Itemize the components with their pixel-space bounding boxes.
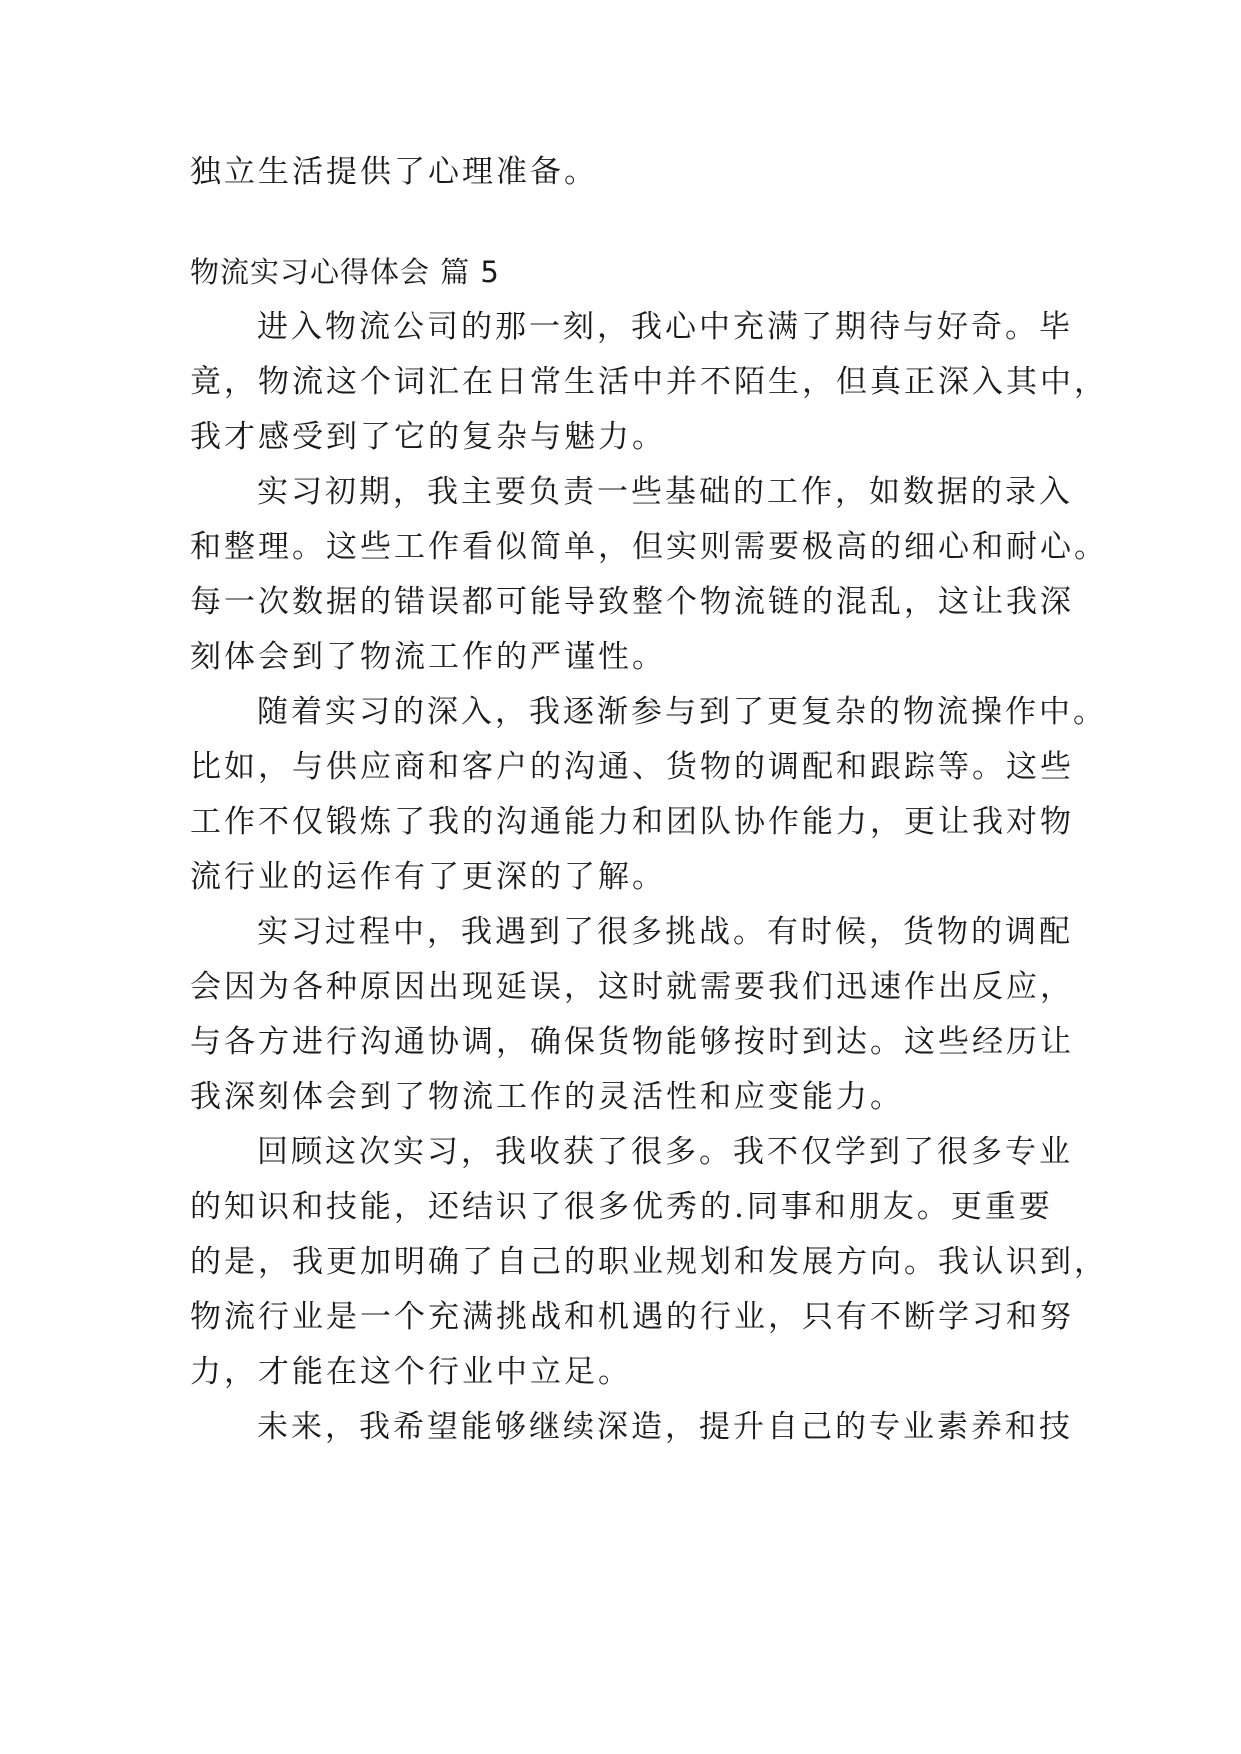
paragraph-line: 与各方进行沟通协调，确保货物能够按时到达。这些经历让 <box>190 1024 1074 1060</box>
paragraph-line: 和整理。这些工作看似简单，但实则需要极高的细心和耐心。 <box>190 529 1108 565</box>
paragraph-line: 流行业的运作有了更深的了解。 <box>190 859 666 895</box>
paragraph-line: 回顾这次实习，我收获了很多。我不仅学到了很多专业 <box>257 1134 1073 1170</box>
section-heading: 物流实习心得体会 篇 5 <box>190 255 500 289</box>
paragraph-line: 的是，我更加明确了自己的职业规划和发展方向。我认识到， <box>190 1244 1108 1280</box>
paragraph-line: 竟，物流这个词汇在日常生活中并不陌生，但真正深入其中， <box>190 364 1108 400</box>
paragraph-line: 进入物流公司的那一刻，我心中充满了期待与好奇。毕 <box>257 309 1073 345</box>
paragraph-line: 独立生活提供了心理准备。 <box>190 154 598 190</box>
paragraph-line: 实习过程中，我遇到了很多挑战。有时候，货物的调配 <box>257 914 1073 950</box>
paragraph-line: 未来，我希望能够继续深造，提升自己的专业素养和技 <box>257 1409 1073 1445</box>
paragraph-line: 每一次数据的错误都可能导致整个物流链的混乱，这让我深 <box>190 584 1074 620</box>
paragraph-line: 随着实习的深入，我逐渐参与到了更复杂的物流操作中。 <box>257 694 1107 730</box>
paragraph-line: 物流行业是一个充满挑战和机遇的行业，只有不断学习和努 <box>190 1299 1074 1335</box>
paragraph-line: 力，才能在这个行业中立足。 <box>190 1354 632 1390</box>
paragraph-line: 我才感受到了它的复杂与魅力。 <box>190 419 666 455</box>
paragraph-line: 会因为各种原因出现延误，这时就需要我们迅速作出反应， <box>190 969 1074 1005</box>
paragraph-line: 比如，与供应商和客户的沟通、货物的调配和跟踪等。这些 <box>190 749 1074 785</box>
paragraph-line: 实习初期，我主要负责一些基础的工作，如数据的录入 <box>257 474 1073 510</box>
paragraph-line: 的知识和技能，还结识了很多优秀的.同事和朋友。更重要 <box>190 1189 1053 1225</box>
paragraph-line: 我深刻体会到了物流工作的灵活性和应变能力。 <box>190 1079 904 1115</box>
paragraph-line: 刻体会到了物流工作的严谨性。 <box>190 639 666 675</box>
paragraph-line: 工作不仅锻炼了我的沟通能力和团队协作能力，更让我对物 <box>190 804 1074 840</box>
